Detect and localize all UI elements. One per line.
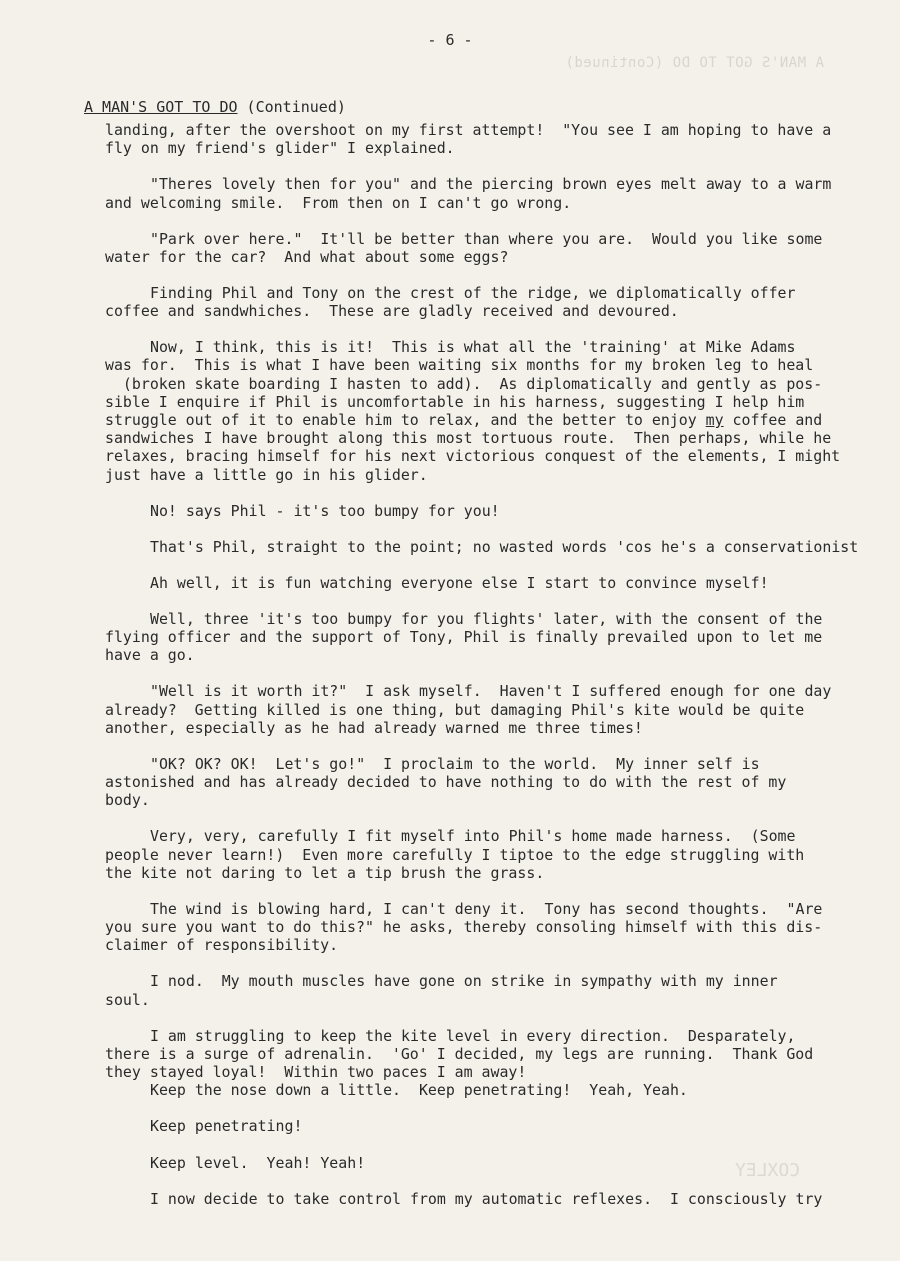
paragraph: Now, I think, this is it! This is what all the 'training' at Mike Adams was for. This is what I have been waiting six months for my broken leg to heal (broken skate boarding I hasten to add). As diplomatically and gently as pos- sible I enquire if Phil is uncomfortable in his harness, suggesting I help him struggle out of it to enable him to relax, and the better to enjoy my coffee and sandwiches I have brought along this most tortuous route. Then perhaps, while he relaxes, bracing himself for his next victorious conquest of the elements, I might just have a little go in his glider.	[105, 338, 841, 484]
emphasis-my: my	[705, 411, 724, 429]
paragraph: landing, after the overshoot on my first attempt! "You see I am hoping to have a fly on my friend's glider" I explained.	[105, 121, 832, 158]
paragraph: I now decide to take control from my automatic reflexes. I consciously try	[150, 1189, 823, 1208]
paragraph: Well, three 'it's too bumpy for you flights' later, with the consent of the flying officer and the support of Tony, Phil is finally prevailed upon to let me have a go.	[105, 609, 823, 665]
paragraph: I nod. My mouth muscles have gone on strike in sympathy with my inner soul.	[105, 972, 778, 1009]
paragraph: The wind is blowing hard, I can't deny it. Tony has second thoughts. "Are you sure you want to do this?" he asks, thereby consoling himself with this dis- claimer of responsibility.	[105, 899, 823, 955]
show-through-ghost-heading: A MAN'S GOT TO DO (Continued)	[565, 55, 824, 71]
paragraph: "Park over here." It'll be better than where you are. Would you like some water for the car? And what about some eggs?	[105, 229, 823, 266]
paragraph: Finding Phil and Tony on the crest of the ridge, we diplomatically offer coffee and sandwhiches. These are gladly received and devoured.	[105, 283, 796, 321]
heading-suffix: (Continued)	[237, 98, 346, 116]
paragraph: Keep the nose down a little. Keep penetrating! Yeah, Yeah.	[150, 1081, 688, 1100]
heading-title: A MAN'S GOT TO DO	[84, 98, 238, 116]
page-number: - 6 -	[427, 31, 473, 49]
paragraph: "OK? OK? OK! Let's go!" I proclaim to the world. My inner self is astonished and has already decided to have nothing to do with the rest of my body.	[105, 754, 787, 810]
paragraph: Keep penetrating!	[150, 1117, 303, 1136]
paragraph: "Theres lovely then for you" and the piercing brown eyes melt away to a warm and welcoming smile. From then on I can't go wrong.	[105, 175, 832, 212]
paragraph: That's Phil, straight to the point; no wasted words 'cos he's a conservationist	[150, 537, 859, 556]
body-text	[105, 121, 875, 1208]
paragraph: "Well is it worth it?" I ask myself. Haven't I suffered enough for one day already? Getting killed is one thing, but damaging Phil's kite would be quite another, especially as he had already warned me three times!	[105, 682, 832, 737]
paragraph: Ah well, it is fun watching everyone else I start to convince myself!	[150, 573, 769, 592]
paragraph: I am struggling to keep the kite level in every direction. Desparately, there is a surge of adrenalin. 'Go' I decided, my legs are running. Thank God they stayed loyal! Within two paces I am away!	[105, 1026, 814, 1082]
show-through-ghost-signature: COXLEY	[735, 1160, 801, 1181]
paragraph: Very, very, carefully I fit myself into Phil's home made harness. (Some people never learn!) Even more carefully I tiptoe to the edge struggling with the kite not daring to let a tip brush the grass.	[105, 827, 805, 882]
paragraph: No! says Phil - it's too bumpy for you!	[150, 501, 500, 520]
section-heading	[84, 98, 346, 116]
paragraph: Keep level. Yeah! Yeah!	[150, 1153, 366, 1172]
